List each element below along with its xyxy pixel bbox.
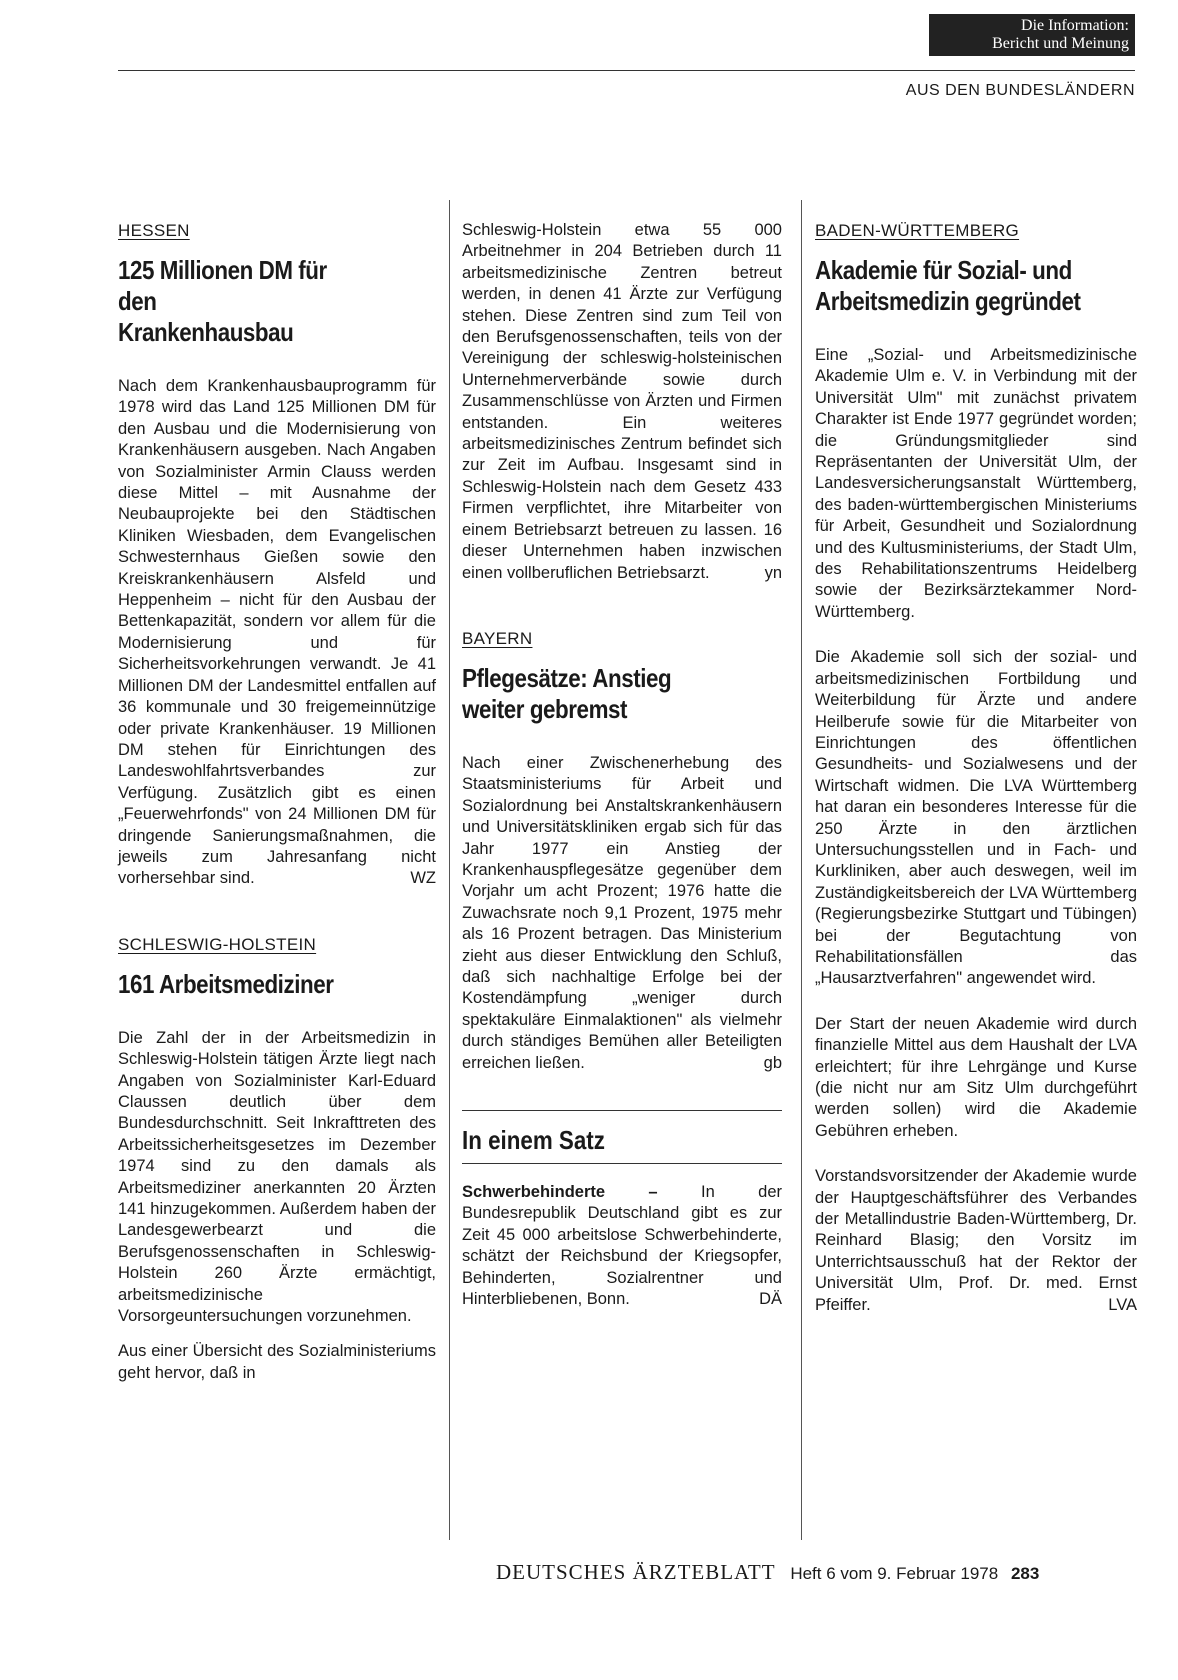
in-einem-satz-body [462,1182,782,1310]
author-signature: WZ [410,869,436,888]
region-kicker-schleswig-holstein: SCHLESWIG-HOLSTEIN [118,934,317,954]
article-body-akademie-4 [815,1166,1137,1316]
article-body-arbeitsmediziner-col2 [462,220,782,584]
headline-hessen: 125 Millionen DM für den Krankenhausbau [118,255,327,347]
article-body-pflegesaetze [462,753,782,1074]
article-text: Vorstandsvorsitzender der Akademie wurde der Hauptgeschäftsführer des Verbandes der Metallindustrie Baden-Württemberg, Dr. Reinhard Blasig; den Vorsitz im Unterrichtsausschuß hat der Rektor der Universität Ulm, Prof. Dr. med. Ernst Pfeiffer. [815,1167,1137,1314]
headline-akademie: Akademie für Sozial- und Arbeitsmedizin gegründet [815,255,1081,316]
author-signature: yn [764,563,782,582]
section-title: AUS DEN BUNDESLÄNDERN [905,82,1135,99]
column-3 [815,220,1137,1330]
box-lead: Schwerbehinderte – [462,1183,658,1201]
author-signature: DÄ [759,1290,782,1309]
box-text: In der Bundesrepublik Deutschland gibt es zur Zeit 45 000 arbeitslose Schwerbehinderte, schätzt der Reichsbund der Kriegsopfer, Behinderten, Sozialrentner und Hinterbliebenen, Bonn. [462,1183,782,1309]
article-text: Schleswig-Holstein etwa 55 000 Arbeitnehmer in 204 Betrieben durch 11 arbeitsmedizinische Zentren betreut werden, in denen 41 Ärzte zur Verfügung stehen. Diese Zentren sind zum Teil von den Berufsgenossenschaften, teils von der Vereinigung der schleswig-holsteinischen Unternehmerverbände sowie durch Zusammenschlüsse von Ärzten und Firmen entstanden. Ein weiteres arbeitsmedizinisches Zentrum befindet sich zur Zeit im Aufbau. Insgesamt sind in Schleswig-Holstein nach dem Gesetz 433 Firmen verpflichtet, ihre Mitarbeiter von einem Betriebsarzt betreuen zu lassen. 16 dieser Unternehmen haben inzwischen einen vollberuflichen Betriebsarzt. [462,221,782,582]
column-2 [462,220,782,1324]
column-1 [118,220,436,1398]
header-rule [118,70,1135,71]
article-body-arbeitsmediziner: Die Zahl der in der Arbeitsmedizin in Schleswig-Holstein tätigen Ärzte liegt nach Angaben von Sozialminister Karl-Eduard Claussen deutlich über dem Bundesdurchschnitt. Seit Inkrafttreten des Arbeitssicherheitsgesetzes im Dezember 1974 sind zu den damals als Arbeitsmediziner anerkannten 20 Ärzten 141 hinzugekommen. Außerdem haben der Landesgewerbearzt und die Berufsgenossenschaften in Schleswig-Holstein 260 Ärzte ermächtigt, arbeitsmedizinische Vorsorgeuntersuchungen vorzunehmen. [118,1028,436,1326]
column-divider-2 [801,200,802,1540]
box-rule-bottom [462,1163,782,1164]
region-kicker-bayern: BAYERN [462,628,533,648]
headline-pflegesaetze: Pflegesätze: Anstieg weiter gebremst [462,662,672,724]
magazine-name: DEUTSCHES ÄRZTEBLATT [496,1560,776,1584]
headline-arbeitsmediziner: 161 Arbeitsmediziner [118,968,334,999]
badge-line-1: Die Information: [1021,17,1129,34]
article-body-akademie-2: Die Akademie soll sich der sozial- und arbeitsmedizinischen Fortbildung und Weiterbildung für Ärzte und andere Heilberufe sowie für die Mitarbeiter von Einrichtungen des öffentlichen Gesundheits- und Sozialwesens und der Wirtschaft widmen. Die LVA Württemberg hat daran ein besonderes Interesse für die 250 Ärzte in den ärztlichen Untersuchungsstellen und in Fach- und Kurkliniken, aber auch deswegen, weil im Zuständigkeitsbereich der LVA Württemberg (Regierungsbezirke Stuttgart und Tübingen) bei der Begutachtung von Rehabilitationsfällen das „Hausarztverfahren" angewendet wird. [815,648,1137,988]
box-rule-top [462,1110,782,1111]
region-kicker-baden-wuerttemberg: BADEN-WÜRTTEMBERG [815,221,1020,240]
author-signature: LVA [1108,1295,1137,1314]
page-footer [496,1560,1039,1585]
article-body-akademie-1: Eine „Sozial- und Arbeitsmedizinische Akademie Ulm e. V. in Verbindung mit der Universität Ulm" mit zunächst privatem Charakter ist Ende 1977 gegründet worden; die Gründungsmitglieder sind Repräsentanten der Universität Ulm, der Landesversicherungsanstalt Württemberg, des baden-württembergischen Ministeriums für Arbeit, Gesundheit und Sozialordnung und des Kultusministeriums, der Stadt Ulm, des Rehabilitationszentrums Heidelberg sowie der Bezirksärztekammer Nord-Württemberg. [815,346,1137,621]
article-text: Nach dem Krankenhausbauprogramm für 1978 wird das Land 125 Millionen DM für den Ausbau und die Modernisierung von Krankenhäusern ausgeben. Nach Angaben von Sozialminister Armin Clauss werden diese Mittel – mit Ausnahme der Neubauprojekte bei den Städtischen Kliniken Wiesbaden, dem Evangelischen Schwesternhaus Gießen sowie den Kreiskrankenhäusern Alsfeld und Heppenheim – nicht für den Ausbau der Bettenkapazität, sondern vor allem für die Modernisierung und für Sicherheitsvorkehrungen verwandt. Je 41 Millionen DM der Landesmittel entfallen auf 36 kommunale und 30 freigemeinnützige oder private Krankenhäuser. 19 Millionen DM stehen für Einrichtungen des Landeswohlfahrtsverbandes zur Verfügung. Zusätzlich gibt es einen „Feuerwehrfonds" von 24 Millionen DM für dringende Sanierungsmaßnahmen, die jeweils zum Jahresanfang nicht vorhersehbar sind. [118,377,436,888]
article-text: Nach einer Zwischenerhebung des Staatsministeriums für Arbeit und Sozialordnung bei Anstaltskrankenhäusern und Universitätskliniken ergab sich für das Jahr 1977 ein Anstieg der Krankenhauspflegesätze gegenüber dem Vorjahr um acht Prozent; 1976 hatte die Zuwachsrate noch 9,1 Prozent, 1975 mehr als 16 Prozent betragen. Das Ministerium zieht aus dieser Entwicklung den Schluß, daß sich nachhaltige Erfolge bei der Kostendämpfung „weniger durch spektakuläre Einmalaktionen" als vielmehr durch ständiges Bemühen aller Beteiligten erreichen ließen. [462,753,782,1072]
article-body-hessen [118,376,436,890]
region-kicker-hessen: HESSEN [118,221,190,240]
page-number: 283 [1010,1564,1040,1583]
column-divider-1 [449,200,450,1540]
badge-line-2: Bericht und Meinung [992,35,1129,52]
in-einem-satz-heading: In einem Satz [462,1125,605,1155]
article-body-arbeitsmediziner-cont: Aus einer Übersicht des Sozialministeriums geht hervor, daß in [118,1342,436,1382]
article-body-akademie-3: Der Start der neuen Akademie wird durch finanzielle Mittel aus dem Haushalt der LVA erleichtert; für ihre Lehrgänge und Kurse (die nicht nur am Sitz Ulm durchgeführt werden sollen) wird die Akademie Gebühren erheben. [815,1014,1137,1140]
author-signature: gb [763,1053,782,1072]
issue-info: Heft 6 vom 9. Februar 1978 [790,1564,999,1583]
category-badge [929,14,1135,56]
